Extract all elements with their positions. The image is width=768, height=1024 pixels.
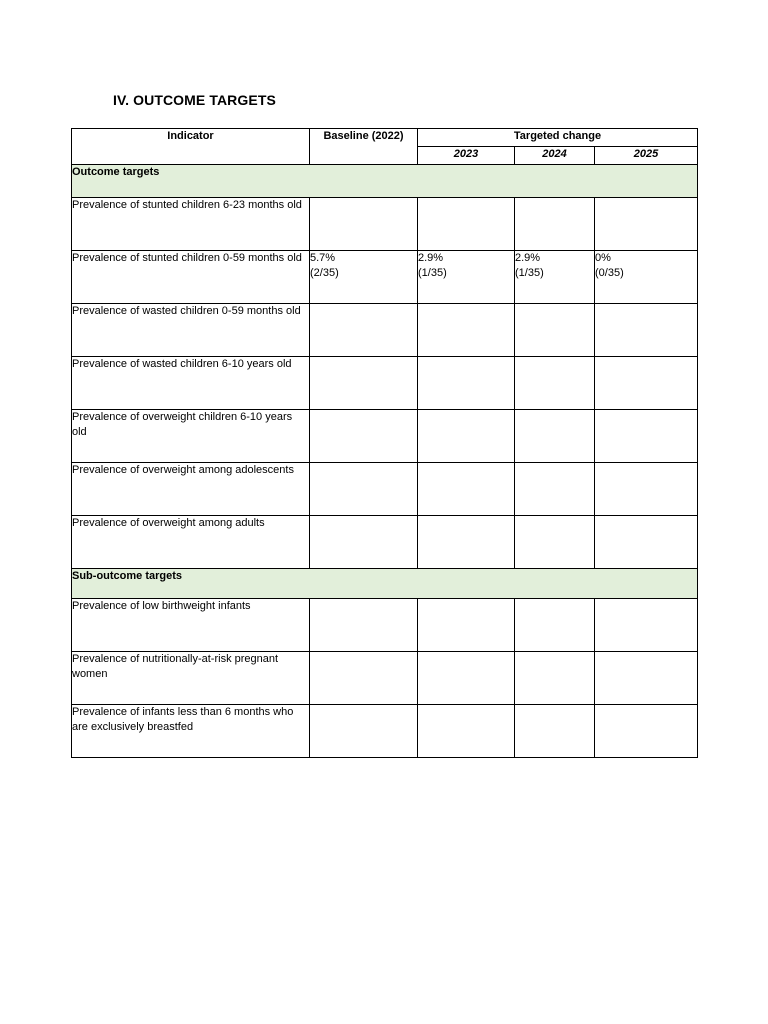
outcome-targets-table	[71, 128, 698, 758]
indicator-cell: Prevalence of overweight children 6-10 years old	[72, 410, 310, 463]
target-cell-2024	[515, 410, 595, 463]
baseline-cell	[310, 705, 418, 758]
target-cell-2024	[515, 463, 595, 516]
section-row	[72, 569, 698, 599]
baseline-cell	[310, 304, 418, 357]
target-cell-2023	[418, 198, 515, 251]
target-cell-2025	[595, 652, 698, 705]
indicator-cell: Prevalence of overweight among adults	[72, 516, 310, 569]
indicator-cell: Prevalence of low birthweight infants	[72, 599, 310, 652]
table-body	[72, 165, 698, 758]
year-header-2023: 2023	[418, 147, 515, 165]
table-row	[72, 357, 698, 410]
target-cell-2024	[515, 251, 595, 304]
indicator-cell: Prevalence of infants less than 6 months who are exclusively breastfed	[72, 705, 310, 758]
indicator-header: Indicator	[72, 129, 310, 165]
table-row	[72, 251, 698, 304]
value-text: 0%	[595, 252, 611, 264]
baseline-cell	[310, 410, 418, 463]
target-cell-2023	[418, 304, 515, 357]
target-cell-2023	[418, 652, 515, 705]
target-cell-2023	[418, 705, 515, 758]
target-cell-2024	[515, 304, 595, 357]
section-label: Outcome targets	[72, 165, 698, 198]
value-count-text: (2/35)	[310, 267, 339, 279]
indicator-cell: Prevalence of overweight among adolescents	[72, 463, 310, 516]
target-cell-2024	[515, 705, 595, 758]
target-cell-2023	[418, 599, 515, 652]
baseline-cell	[310, 357, 418, 410]
table-row	[72, 463, 698, 516]
section-label: Sub-outcome targets	[72, 569, 698, 599]
baseline-header: Baseline (2022)	[310, 129, 418, 165]
value-count-text: (0/35)	[595, 267, 624, 279]
target-cell-2023	[418, 516, 515, 569]
target-cell-2024	[515, 516, 595, 569]
target-cell-2025	[595, 357, 698, 410]
baseline-cell	[310, 652, 418, 705]
target-cell-2023	[418, 357, 515, 410]
target-cell-2024	[515, 198, 595, 251]
value-text: 5.7%	[310, 252, 336, 264]
year-header-2025: 2025	[595, 147, 698, 165]
indicator-cell: Prevalence of nutritionally-at-risk pregnant women	[72, 652, 310, 705]
table-row	[72, 198, 698, 251]
section-title: IV. OUTCOME TARGETS	[113, 92, 276, 108]
indicator-cell: Prevalence of stunted children 6-23 months old	[72, 198, 310, 251]
target-cell-2023	[418, 463, 515, 516]
table-row	[72, 410, 698, 463]
baseline-cell	[310, 599, 418, 652]
header-row	[72, 129, 698, 147]
value-count-text: (1/35)	[418, 267, 447, 279]
target-cell-2024	[515, 357, 595, 410]
target-cell-2025	[595, 599, 698, 652]
indicator-cell: Prevalence of wasted children 6-10 years old	[72, 357, 310, 410]
baseline-cell	[310, 463, 418, 516]
table-row	[72, 516, 698, 569]
target-cell-2025	[595, 705, 698, 758]
baseline-cell	[310, 251, 418, 304]
baseline-cell	[310, 198, 418, 251]
target-cell-2025	[595, 251, 698, 304]
year-header-2024: 2024	[515, 147, 595, 165]
target-cell-2023	[418, 251, 515, 304]
value-text: 2.9%	[418, 252, 444, 264]
targeted-change-header: Targeted change	[418, 129, 698, 147]
value-count-text: (1/35)	[515, 267, 544, 279]
target-cell-2023	[418, 410, 515, 463]
indicator-cell: Prevalence of wasted children 0-59 months old	[72, 304, 310, 357]
target-cell-2025	[595, 198, 698, 251]
value-text: 2.9%	[515, 252, 541, 264]
target-cell-2025	[595, 463, 698, 516]
table-row	[72, 304, 698, 357]
baseline-cell	[310, 516, 418, 569]
target-cell-2024	[515, 652, 595, 705]
table-row	[72, 705, 698, 758]
section-row	[72, 165, 698, 198]
table-row	[72, 599, 698, 652]
table-row	[72, 652, 698, 705]
target-cell-2025	[595, 516, 698, 569]
indicator-cell: Prevalence of stunted children 0-59 months old	[72, 251, 310, 304]
target-cell-2025	[595, 304, 698, 357]
target-cell-2024	[515, 599, 595, 652]
target-cell-2025	[595, 410, 698, 463]
